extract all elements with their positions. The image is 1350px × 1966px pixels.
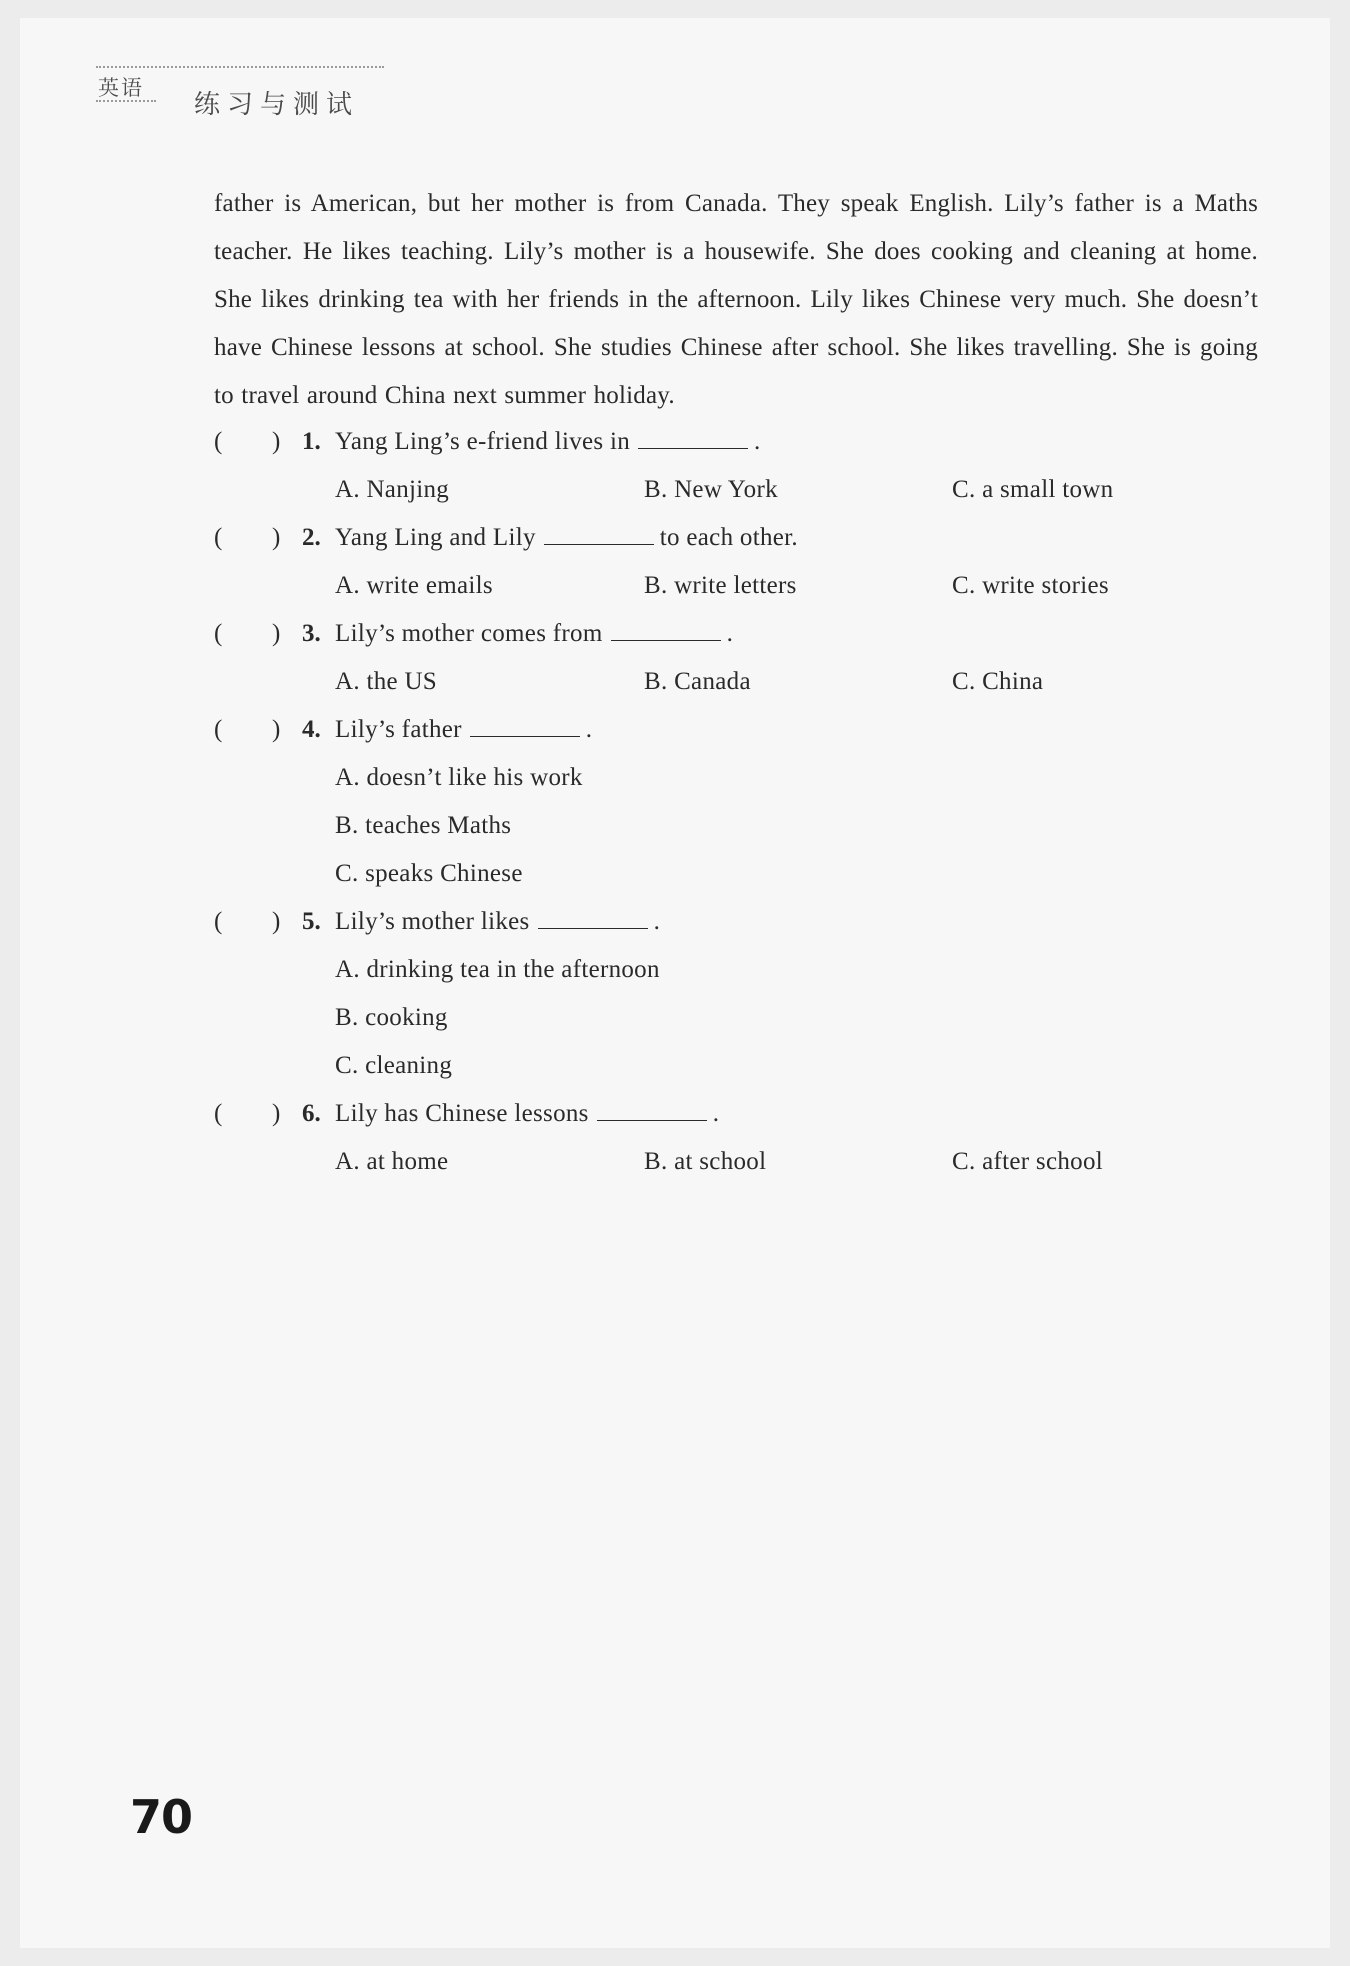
answer-blank[interactable] <box>597 1092 707 1121</box>
answer-paren-close: ) <box>272 428 281 455</box>
header-title: 练习与测试 <box>194 90 360 120</box>
answer-blank[interactable] <box>638 420 748 449</box>
question-text: Yang Ling’s e-friend lives in . <box>335 418 761 466</box>
answer-paren-close: ) <box>272 908 281 935</box>
answer-paren-close: ) <box>272 524 281 551</box>
reading-passage: father is American, but her mother is from Canada. They speak English. Lily’s father is a Maths teacher. He likes teaching. Lily’s mother is a housewife. She does cooking and cleaning at home. She likes drinking tea with her friends in the afternoon. Lily likes Chinese very much. She doesn’t have Chinese lessons at school. She studies Chinese after school. She likes travelling. She is going to travel around China next summer holiday. <box>214 190 1258 409</box>
question-number: 2. <box>302 524 321 551</box>
question-text: Lily’s father . <box>335 706 592 754</box>
option-c: C. speaks Chinese <box>335 860 523 887</box>
answer-paren-open: ( <box>214 428 223 455</box>
option-c: C. after school <box>952 1148 1103 1175</box>
header-dotted-underline <box>96 100 156 102</box>
answer-paren-open: ( <box>214 716 223 743</box>
option-c: C. a small town <box>952 476 1114 503</box>
option-a: A. the US <box>335 668 438 695</box>
page-number: 70 <box>130 1790 193 1844</box>
option-b: B. New York <box>644 476 778 503</box>
answer-paren-open: ( <box>214 620 223 647</box>
answer-paren-close: ) <box>272 620 281 647</box>
option-a: A. Nanjing <box>335 476 450 503</box>
option-b: B. write letters <box>644 572 797 599</box>
header-dotted-rule <box>96 66 384 68</box>
option-b: B. at school <box>644 1148 767 1175</box>
answer-paren-close: ) <box>272 1100 281 1127</box>
option-b: B. teaches Maths <box>335 812 512 839</box>
question-number: 4. <box>302 716 321 743</box>
answer-paren-open: ( <box>214 908 223 935</box>
question-text: Yang Ling and Lily to each other. <box>335 514 798 562</box>
option-a: A. doesn’t like his work <box>335 764 583 791</box>
question-text: Lily’s mother comes from . <box>335 610 733 658</box>
option-b: B. Canada <box>644 668 751 695</box>
question-text: Lily’s mother likes . <box>335 898 660 946</box>
option-b: B. cooking <box>335 1004 448 1031</box>
question-number: 1. <box>302 428 321 455</box>
answer-paren-close: ) <box>272 716 281 743</box>
option-c: C. cleaning <box>335 1052 453 1079</box>
option-c: C. China <box>952 668 1044 695</box>
answer-blank[interactable] <box>544 516 654 545</box>
question-number: 6. <box>302 1100 321 1127</box>
header-subject: 英语 <box>98 76 144 100</box>
answer-blank[interactable] <box>538 900 648 929</box>
option-a: A. at home <box>335 1148 449 1175</box>
answer-paren-open: ( <box>214 1100 223 1127</box>
option-a: A. write emails <box>335 572 493 599</box>
answer-blank[interactable] <box>470 708 580 737</box>
question-text: Lily has Chinese lessons . <box>335 1090 719 1138</box>
answer-blank[interactable] <box>611 612 721 641</box>
option-c: C. write stories <box>952 572 1109 599</box>
option-a: A. drinking tea in the afternoon <box>335 956 660 983</box>
question-number: 5. <box>302 908 321 935</box>
question-number: 3. <box>302 620 321 647</box>
answer-paren-open: ( <box>214 524 223 551</box>
